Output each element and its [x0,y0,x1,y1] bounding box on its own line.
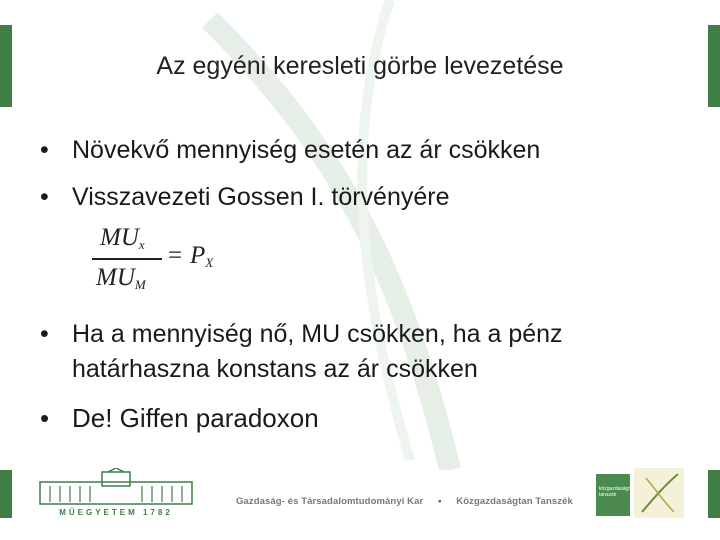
formula-rhs: $P_X$ [190,242,214,270]
university-logo [36,468,196,518]
bullet-dot: • [40,136,49,164]
gossen-formula [92,224,242,300]
bullet-item [40,180,450,215]
left-bottom-accent-bar [0,470,12,518]
bullet-item [40,133,540,168]
logo-caption: MŰEGYETEM 1782 [59,508,173,517]
bullet-dot: • [40,403,50,433]
formula-numerator: $MU_x$ [100,224,145,252]
bullet-text: De! Giffen paradoxon [72,403,319,433]
bullet-dot: • [40,320,49,348]
right-bottom-accent-bar [708,470,720,518]
bullet-dot: • [40,183,49,211]
formula-equals: = [168,242,183,269]
bullet-item [40,401,319,436]
footer-line [236,496,573,507]
department-badge: közgazdaságtan tanszék [596,474,630,516]
footer-faculty: Gazdaság- és Társadalomtudományi Kar [236,496,424,507]
footer-department: Közgazdaságtan Tanszék [456,496,573,507]
bullet-text: Ha a mennyiség nő, MU csökken, ha a pénz határhaszna konstans az ár csökken [72,320,563,383]
formula-denominator: $MU_M$ [96,264,146,292]
bullet-text: Növekvő mennyiség esetén az ár csökken [72,136,541,164]
department-leaf-icon [634,468,684,518]
footer-separator: • [438,496,442,507]
bullet-item [40,317,660,387]
fraction-bar [92,258,162,260]
bullet-text: Visszavezeti Gossen I. törvényére [72,183,450,211]
slide-title: Az egyéni keresleti görbe levezetése [156,52,564,80]
